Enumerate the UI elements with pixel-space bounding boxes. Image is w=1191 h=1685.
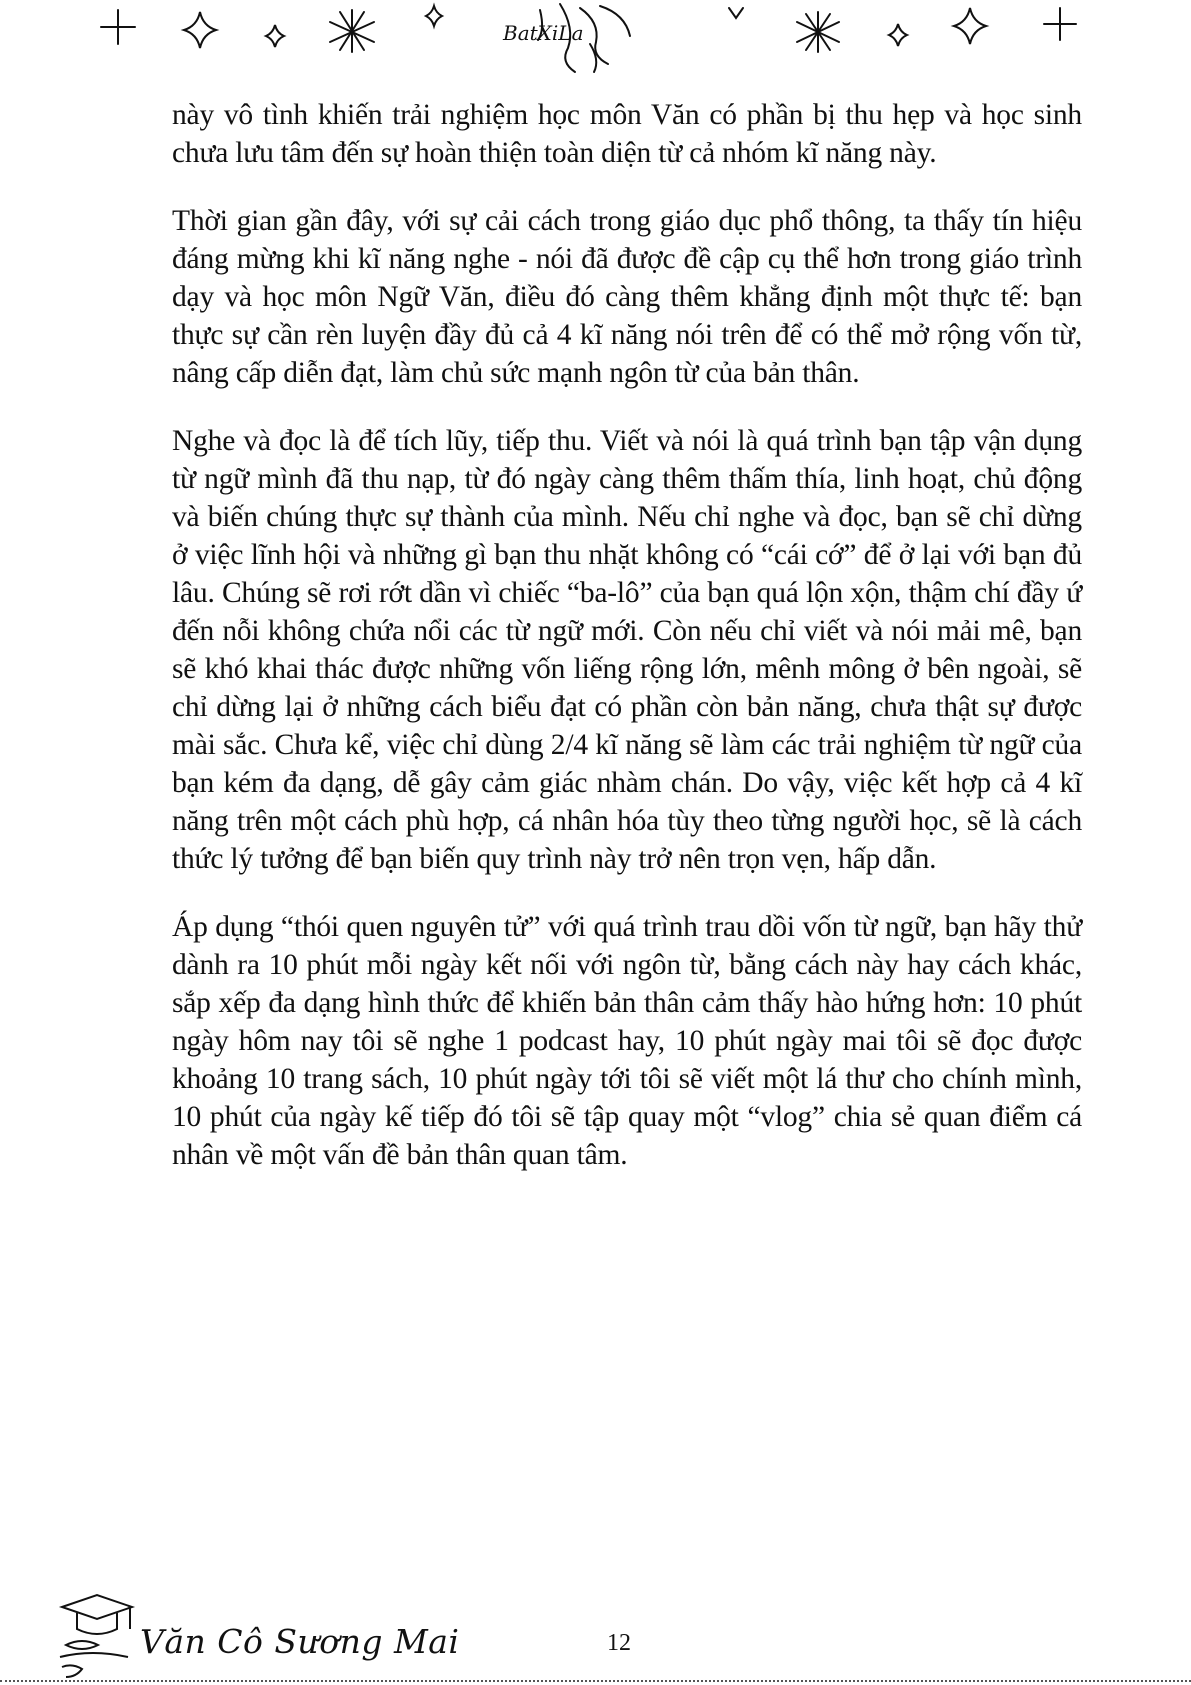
small-v-icon bbox=[729, 8, 743, 18]
footer-divider bbox=[0, 1680, 1191, 1682]
paragraph-2: Thời gian gần đây, với sự cải cách trong giáo dục phổ thông, ta thấy tín hiệu đáng mừng khi kĩ năng nghe - nói đã được đề cập cụ thể hơn trong giáo trình dạy và học môn Ngữ Văn, điều đó càng thêm khẳng định một thực tế: bạn thực sự cần rèn luyện đầy đủ cả 4 kĩ năng nói trên để có thể mở rộng vốn từ, nâng cấp diễn đạt, làm chủ sức mạnh ngôn từ của bản thân. bbox=[172, 205, 1082, 389]
burst-star-icon bbox=[330, 10, 374, 52]
burst-star-icon bbox=[797, 12, 839, 52]
four-point-star-icon bbox=[184, 12, 216, 48]
plus-star-icon bbox=[101, 10, 135, 44]
plus-star-icon bbox=[1044, 8, 1076, 40]
footer-brand-text: Văn Cô Sương Mai bbox=[140, 1622, 460, 1661]
page-header bbox=[0, 0, 1191, 90]
page-body bbox=[172, 96, 1082, 1204]
paragraph-4: Áp dụng “thói quen nguyên tử” với quá trình trau dồi vốn từ ngữ, bạn hãy thử dành ra 10 phút mỗi ngày kết nối với ngôn từ, bằng cách này hay cách khác, sắp xếp đa dạng hình thức để khiến bản thân cảm thấy hào hứng hơn: 10 phút ngày hôm nay tôi sẽ nghe 1 podcast hay, 10 phút ngày mai tôi sẽ đọc được khoảng 10 trang sách, 10 phút ngày tới tôi sẽ viết một lá thư cho chính mình, 10 phút của ngày kế tiếp đó tôi sẽ tập quay một “vlog” chia sẻ quan điểm cá nhân về một vấn đề bản thân quan tâm. bbox=[172, 911, 1082, 1171]
page-footer bbox=[0, 1570, 1191, 1685]
graduation-cap-icon bbox=[52, 1585, 142, 1685]
small-diamond-star-icon bbox=[426, 6, 442, 26]
header-logo-text: BatXiLa bbox=[503, 21, 584, 45]
page-number: 12 bbox=[607, 1630, 631, 1656]
paragraph-1: này vô tình khiến trải nghiệm học môn Văn có phần bị thu hẹp và học sinh chưa lưu tâm đến sự hoàn thiện toàn diện từ cả nhóm kĩ năng này. bbox=[172, 99, 1082, 169]
small-diamond-star-icon bbox=[266, 25, 284, 47]
header-ornaments bbox=[0, 0, 1191, 90]
paragraph-3: Nghe và đọc là để tích lũy, tiếp thu. Viết và nói là quá trình bạn tập vận dụng từ ngữ mình đã thu nạp, từ đó ngày càng thêm thấm thía, linh hoạt, chủ động và biến chúng thực sự thành của mình. Nếu chỉ nghe và đọc, bạn sẽ chỉ dừng ở việc lĩnh hội và những gì bạn thu nhặt không có “cái cớ” để ở lại với bạn đủ lâu. Chúng sẽ rơi rớt dần vì chiếc “ba-lô” của bạn quá lộn xộn, thậm chí đầy ứ đến nỗi không chứa nổi các từ ngữ mới. Còn nếu chỉ viết và nói mải mê, bạn sẽ khó khai thác được những vốn liếng rộng lớn, mênh mông ở bên ngoài, sẽ chỉ dừng lại ở những cách biểu đạt có phần còn bản năng, chưa thật sự được mài sắc. Chưa kể, việc chỉ dùng 2/4 kĩ năng sẽ làm các trải nghiệm từ ngữ của bạn kém đa dạng, dễ gây cảm giác nhàm chán. Do vậy, việc kết hợp cả 4 kĩ năng trên một cách phù hợp, cá nhân hóa tùy theo từng người học, sẽ là cách thức lý tưởng để bạn biến quy trình này trở nên trọn vẹn, hấp dẫn. bbox=[172, 425, 1082, 875]
small-diamond-star-icon bbox=[889, 24, 907, 46]
four-point-star-icon bbox=[954, 8, 986, 44]
